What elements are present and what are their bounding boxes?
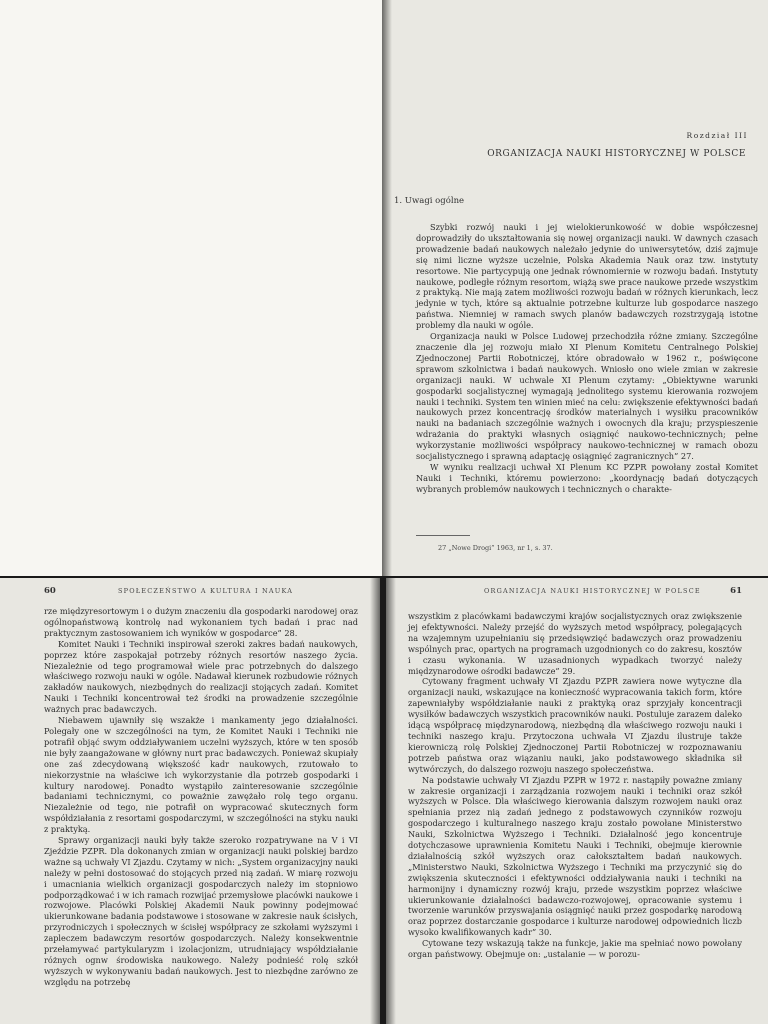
page-body bbox=[44, 606, 358, 988]
paragraph: Komitet Nauki i Techniki inspirował szeroki zakres badań naukowych, poprzez które zaspokajał potrzeby różnych resortów naszego życia. Niezależnie od tego programował wiele prac potrzebnych do dalszego właściwego rozwoju nauki w ogóle. Nadawał kierunek rozbudowie różnych zakładów naukowych, niezbędnych do realizacji stojących zadań. Komitet Nauki i Techniki koncentrował też środki na prowadzenie szczególnie ważnych prac badawczych. bbox=[44, 638, 358, 715]
gutter-shadow bbox=[386, 578, 396, 1024]
running-head: SPOŁECZEŃSTWO A KULTURA I NAUKA bbox=[118, 587, 294, 595]
paragraph: Organizacja nauki w Polsce Ludowej przechodziła różne zmiany. Szczególne znaczenie dla jej rozwoju miało XI Plenum Komitetu Centralnego Polskiej Zjednoczonej Partii Robotniczej, które obradowało w 1962 r., poświęcone sprawom szkolnictwa i badań naukowych. Wniosło ono wiele zmian w zakresie organizacji nauki. W uchwale XI Plenum czytamy: „Obiektywne warunki gospodarki socjalistycznej wymagają jednolitego systemu kierowania rozwojem nauki i techniki. System ten winien mieć na celu: zwiększenie efektywności badań naukowych przez koncentrację środków materialnych i wysiłku pracowników nauki na badaniach szczególnie ważnych i owocnych dla kraju; przyspieszenie wdrażania do praktyki własnych osiągnięć naukowo-technicznych; pełne wykorzystanie możliwości współpracy naukowo-technicznej w ramach obozu socjalistycznego i sprawną adaptację osiągnięć zagranicznych” 27. bbox=[416, 331, 758, 462]
paragraph: Niebawem ujawniły się wszakże i mankamenty jego działalności. Polegały one w szczególności na tym, że Komitet Nauki i Techniki nie potrafił objąć swym oddziaływaniem uczelni wyższych, które w ten sposób nie były zaangażowane w główny nurt prac badawczych. Ponieważ skupiały one zaś zdecydowaną większość kadr naukowych, rzutowało to niekorzystnie na właściwe ich wykorzystanie dla potrzeb gospodarki i kultury narodowej. Ponadto wystąpiło zainteresowanie szczególnie badaniami technicznymi, co poważnie zawężało rolę tego organu. Niezależnie od tego, nie potrafił on wypracować skutecznych form współdziałania z resortami gospodarczymi, w szczególności na styku nauki z praktyką. bbox=[44, 715, 358, 835]
page-body bbox=[408, 611, 742, 960]
page-61 bbox=[386, 578, 768, 1024]
gutter-shadow bbox=[370, 578, 380, 1024]
page-number: 61 bbox=[730, 586, 742, 596]
chapter-title: ORGANIZACJA NAUKI HISTORYCZNEJ W POLSCE bbox=[487, 149, 746, 159]
footnote: 27 „Nowe Drogi” 1963, nr 1, s. 37. bbox=[438, 544, 553, 552]
paragraph: Sprawy organizacji nauki były także szeroko rozpatrywane na V i VI Zjeździe PZPR. Dla dokonanych zmian w organizacji nauki polskiej bardzo ważne są uchwały VI Zjazdu. Czytamy w nich: „System organizacyjny nauki należy w pełni dostosować do stojących przed nią zadań. W miarę rozwoju i umacniania wielkich organizacji gospodarczych należy im stopniowo podporządkować i w ich ramach rozwijać przemysłowe placówki naukowe i rozwojowe. Placówki Polskiej Akademii Nauk powinny podejmować ukierunkowane badania podstawowe i stosowane w zakresie nauk ścisłych, przyrodniczych i społecznych w ścisłej współpracy ze szkołami wyższymi i zapleczem badawczym resortów gospodarczych. Należy konsekwentnie przełamywać partykularyzm i izolacjonizm, utrudniający współdziałanie różnych ognw środowiska naukowego. Należy podnieść rolę szkół wyższych w wykonywaniu badań naukowych. Jest to niezbędne zarówno ze względu na potrzebę bbox=[44, 835, 358, 987]
paragraph: Szybki rozwój nauki i jej wielokierunkowość w dobie współczesnej doprowadziły do ukształtowania się nowej organizacji nauki. W dawnych czasach prowadzenie badań naukowych należało jedynie do uniwersytetów, dziś zajmuje się nimi liczne wyższe uczelnie, Polska Akademia Nauk oraz tzw. instytuty resortowe. Nie partycypują one jednak równomiernie w rozwoju badań. Instytuty naukowe, podległe różnym resortom, wiążą swe prace naukowe przede wszystkim z praktyką. Nie mają zatem możliwości rozwoju badań w różnych kierunkach, lecz jedynie w tych, które są aktualnie potrzebne kulturze lub gospodarce naszego państwa. Niemniej w ramach swych planów badawczych rozstrzygają istotne problemy dla nauki w ogóle. bbox=[416, 222, 758, 331]
paragraph: Cytowany fragment uchwały VI Zjazdu PZPR zawiera nowe wytyczne dla organizacji nauki, wskazujące na konieczność wypracowania takich form, które zapewniałyby współdziałanie nauki z praktyką oraz sprzyjały koncentracji wysiłków badawczych wszystkich pracowników nauki. Postuluje zarazem daleko idącą współpracę międzynarodową, niezbędną dla właściwego rozwoju nauki i techniki naszego kraju. Przytoczona uchwała VI Zjazdu ilustruje także kierowniczą rolę Polskiej Zjednoczonej Partii Robotniczej w rozpoznawaniu potrzeb państwa oraz wiązaniu nauki, jako podstawowego składnika sił wytwórczych, do dalszego rozwoju naszego społeczeństwa. bbox=[408, 676, 742, 774]
footnote-rule bbox=[416, 535, 470, 536]
page-number: 60 bbox=[44, 586, 56, 596]
page-60 bbox=[0, 578, 380, 1024]
running-head: ORGANIZACJA NAUKI HISTORYCZNEJ W POLSCE bbox=[484, 587, 701, 595]
paragraph: Na podstawie uchwały VI Zjazdu PZPR w 1972 r. nastąpiły poważne zmiany w zakresie organizacji i zarządzania rozwojem nauki i techniki oraz szkół wyższych w Polsce. Dla właściwego kierowania dalszym rozwojem nauki oraz spełniania przez nią zadań jednego z podstawowych czynników rozwoju gospodarczego i kulturalnego naszego kraju zostało powołane Ministerstwo Nauki, Szkolnictwa Wyższego i Techniki. Działalność jego koncentruje dotychczasowe uprawnienia Komitetu Nauki i Techniki, obejmuje kierownie działalnością szkół wyższych oraz całokształtem badań naukowych. „Ministerstwo Nauki, Szkolnictwa Wyższego i Techniki ma przyczynić się do zwiększenia skuteczności i efektywności oddziaływania nauki i techniki na harmonijny i dynamiczny rozwój kraju, przede wszystkim poprzez właściwe ukierunkowanie działalności badawczo-rozwojowej, opracowanie systemu i tworzenie warunków przyswajania osiągnięć nauki przez gospodarkę narodową oraz poprzez dostarczanie gospodarce i kulturze narodowej odpowiednich liczb wysoko kwalifikowanych kadr” 30. bbox=[408, 774, 742, 938]
paragraph: rze międzyresortowym i o dużym znaczeniu dla gospodarki narodowej oraz ogólnopaństwową kontrolę nad wykonaniem tych badań i prac nad praktycznym zastosowaniem ich wyników w gospodarce” 28. bbox=[44, 606, 358, 638]
section-title: 1. Uwagi ogólne bbox=[394, 196, 465, 206]
chapter-label: Rozdział III bbox=[686, 131, 748, 140]
paragraph: wszystkim z placówkami badawczymi krajów socjalistycznych oraz zwiększenie jej efektywności. Należy przejść do wyższych metod współpracy, polegających na wzajemnym uzupełnianiu się przedsięwzięć badawczych oraz prowadzeniu wspólnych prac, opartych na programach uzgodnionych co do zakresu, kosztów i czasu wykonania. W uzasadnionych wypadkach tworzyć należy międzynarodowe ośrodki badawcze” 29. bbox=[408, 611, 742, 676]
paragraph: W wyniku realizacji uchwał XI Plenum KC PZPR powołany został Komitet Nauki i Techniki, któremu powierzono: „koordynację badań dotyczących wybranych problemów naukowych i technicznych o charakte- bbox=[416, 461, 758, 494]
blank-page bbox=[0, 0, 382, 576]
chapter-opening-page bbox=[382, 0, 768, 576]
gutter-shadow bbox=[382, 0, 392, 576]
chapter-body bbox=[416, 222, 758, 495]
paragraph: Cytowane tezy wskazują także na funkcje, jakie ma spełniać nowo powołany organ państwowy. Obejmuje on: „ustalanie — w porozu- bbox=[408, 938, 742, 960]
